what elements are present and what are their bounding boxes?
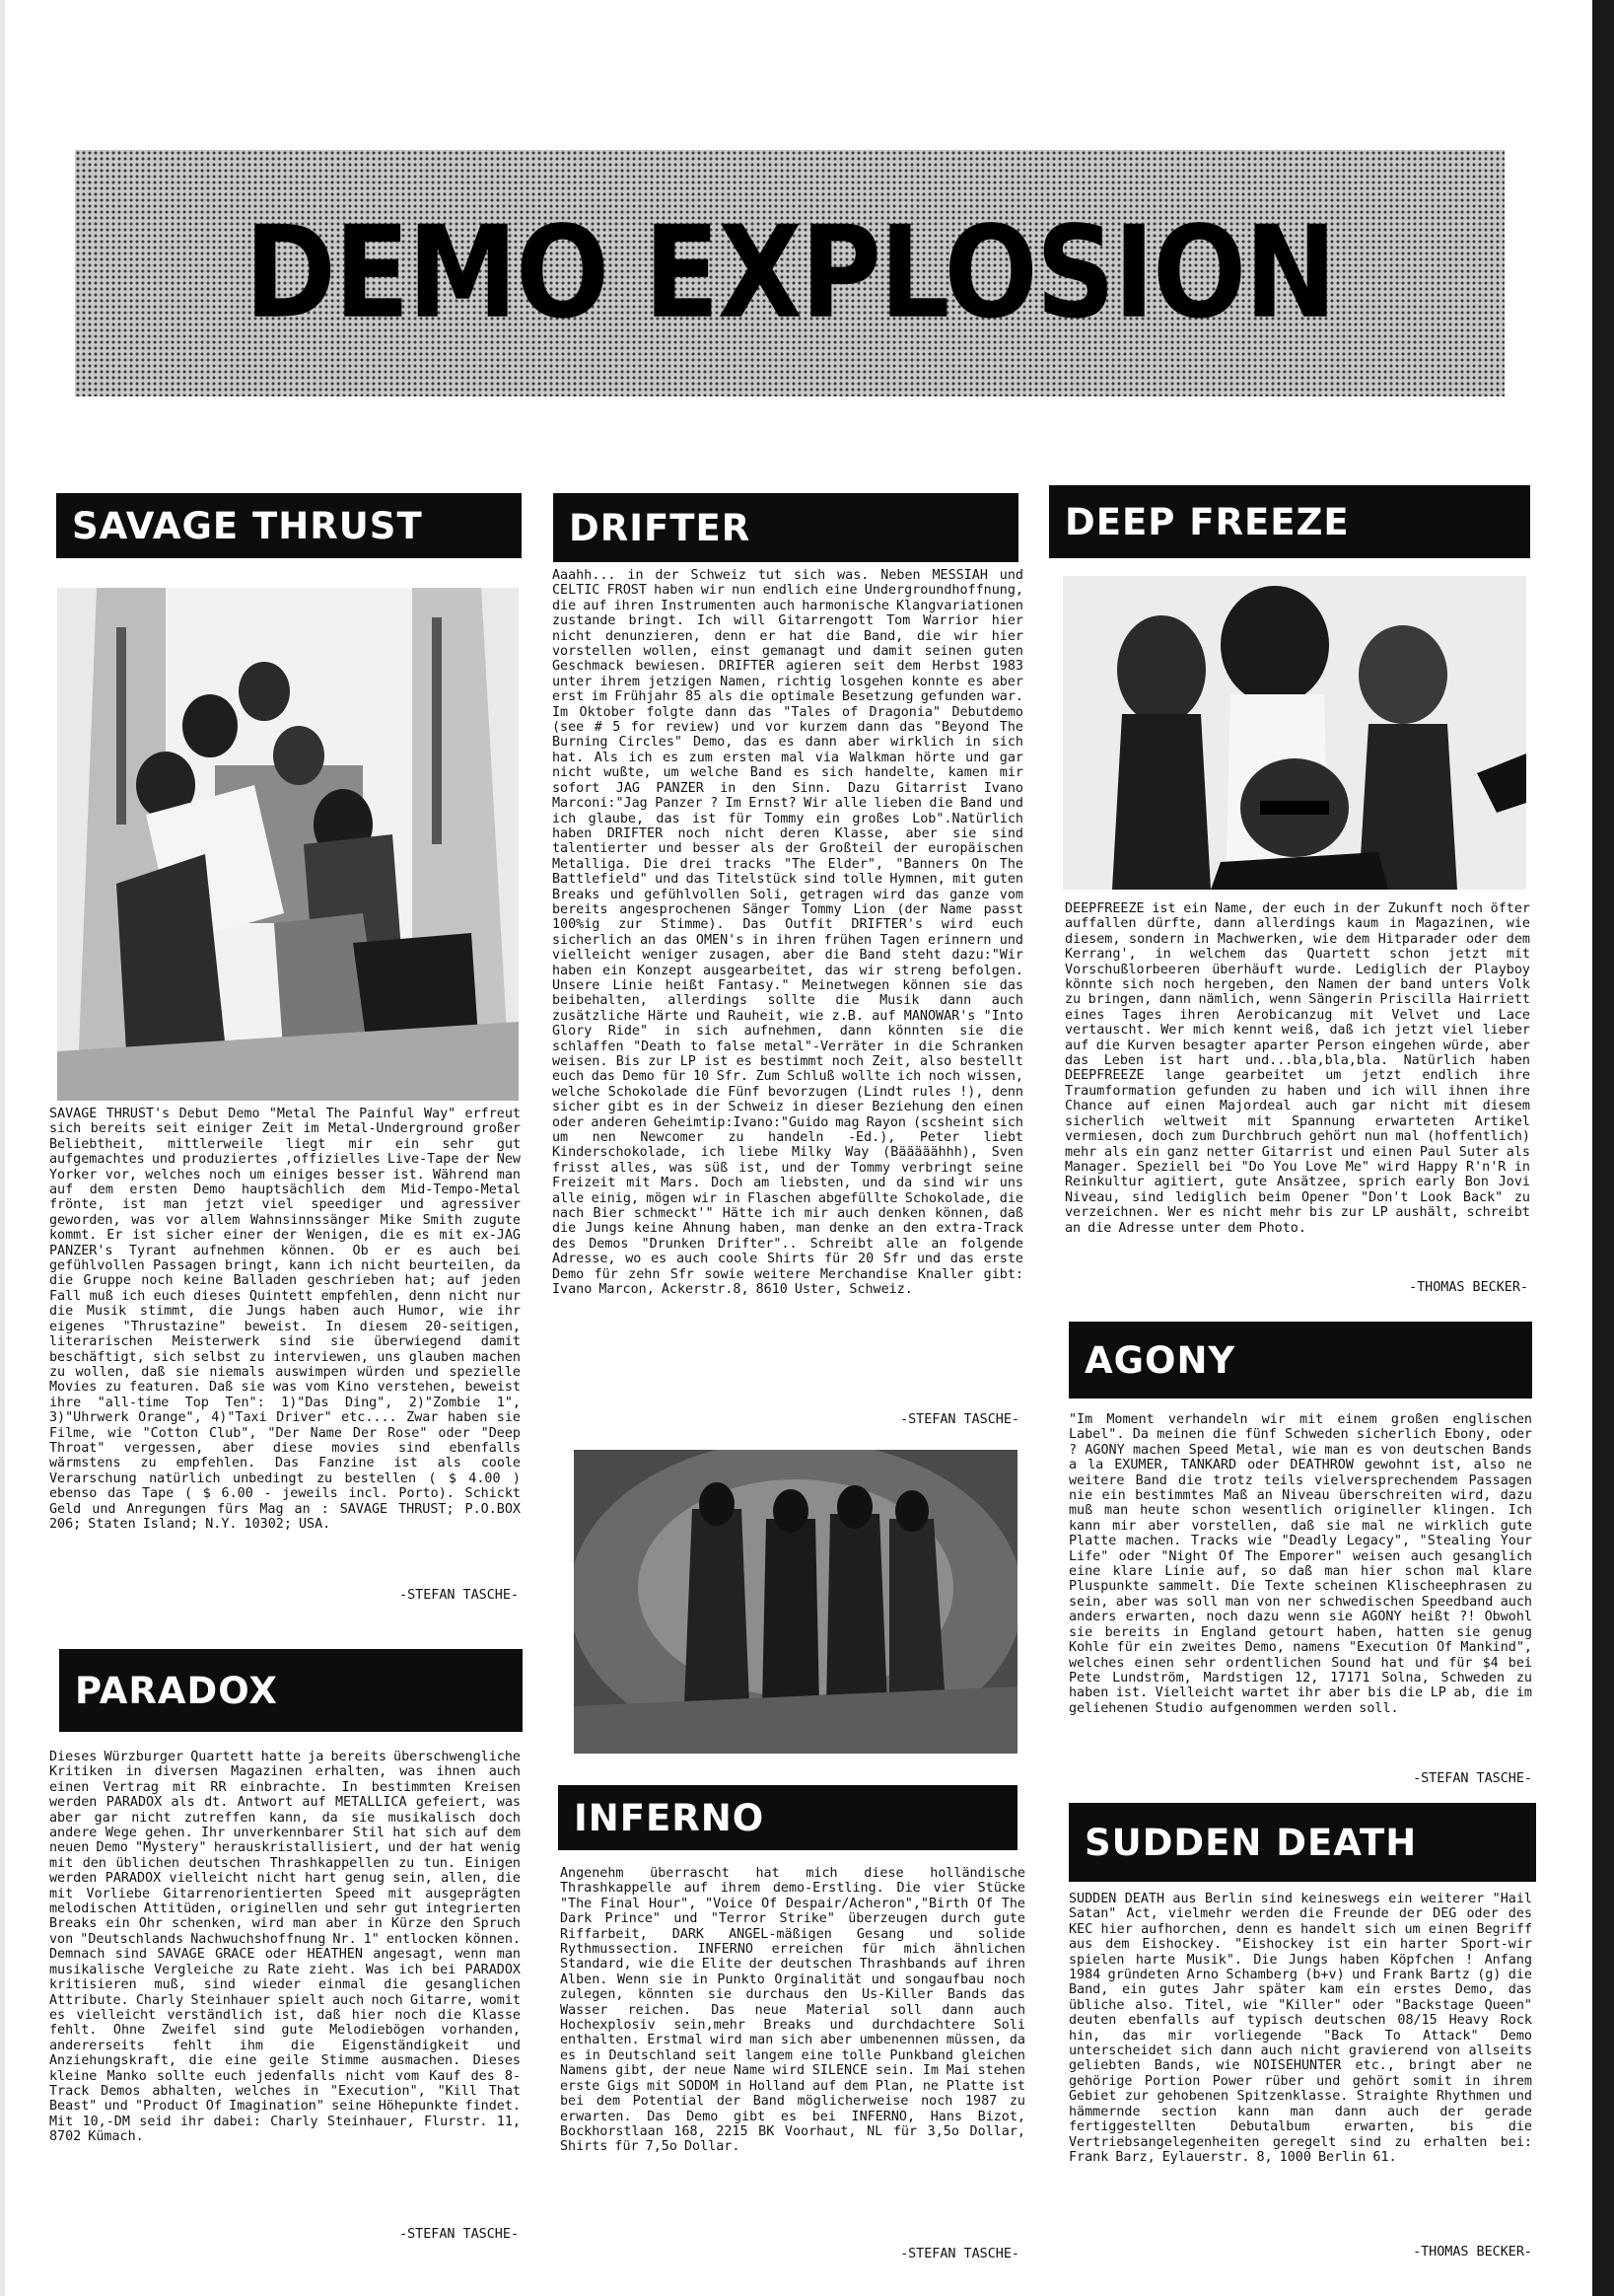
deep-freeze-signature: -THOMAS BECKER- bbox=[1409, 1280, 1528, 1295]
drifter-body: Aaahh... in der Schweiz tut sich was. Neben MESSIAH und CELTIC FROST haben wir nun endlich eine Undergroundhoffnung, die auf ihren Instrumenten auch harmonische Klangvariationen zustande bringt. Ich will Gitarrengott Tom Warrior hier nicht denunzieren, denn er hat die Band, die wir hier vorstellen wollen, einst gemanagt und damit seinen guten Geschmack bewiesen. DRIFTER agieren seit dem Herbst 1983 unter ihrem jetzigen Namen, richtig losgehen konnte es aber erst im Frühjahr 85 als die optimale Besetzung gefunden war. Im Oktober folgte dann das "Tales of Dragonia" Debutdemo (see # 5 for review) und vor kurzem dann das "Beyond The Burning Circles" Demo, das es dann aber wirklich in sich hat. Als ich es zum ersten mal via Walkman hörte und gar nicht wußte, um welche Band es sich handelte, kamen mir sofort JAG PANZER in den Sinn. Dazu Gitarrist Ivano Marconi:"Jag Panzer ? Im Ernst? Wir alle lieben die Band und ich glaube, das ist für Tommy ein großes Lob".Natürlich haben DRIFTER noch nicht deren Klasse, aber sie sind talentierter und besser als der Großteil der europäischen Metalliga. Die drei tracks "The Elder", "Banners On The Battlefield" und das Titelstück sind tolle Hymnen, mit guten Breaks und gefühlvollen Soli, getragen wird das ganze vom bereits angesprochenen Sänger Tommy Lion (der Name passt 100%ig zur Stimme). Das Outfit DRIFTER's wird euch sicherlich an das OMEN's in ihren frühen Tagen erinnern und vielleicht weniger zusagen, aber die Band steht dazu:"Wir haben ein Konzept ausgearbeitet, das wir streng befolgen. Unsere Linie heißt Fantasy." Meinetwegen können sie das beibehalten, allerdings sollte die Musik dann auch zusätzliche Härte und Rauheit, wie z.B. auf MANOWAR's "Into Glory Ride" in sich aufnehmen, dann könnten sie die schlaffen "Death to false metal"-Verräter in die Schranken weisen. Bis zur LP ist es bestimmt noch Zeit, also bestellt euch das Demo für 10 Sfr. Zum Schluß wollte ich noch wissen, welche Schokolade die Fünf bevorzugen (Lindt rules !), denn sicher gibt es in der Schweiz in dieser Beziehung den einen oder anderen Geheimtip:Ivano:"Guido mag Rayon (scsheint sich um nen Newcomer zu handeln -Ed.), Peter liebt Kinderschokolade, ich liebe Milky Way (Bääääähhh), Sven frisst alles, was süß ist, und der Tommy verbringt seine Freizeit mit Mars. Doch am liebsten, und da sind wir uns alle einig, mögen wir in Flaschen abgefüllte Schokolade, die nach Bier schmeckt'" Hätte ich mir auch denken können, daß die Jungs keine Ahnung haben, man denke an den extra-Track des Demos "Drunken Drifter".. Schreibt alle an folgende Adresse, wo es auch coole Shirts für 20 Sfr und das erste Demo für zehn Sfr sowie weitere Merchandise Knaller gibt: Ivano Marcon, Ackerstr.8, 8610 Uster, Schweiz. bbox=[552, 568, 1023, 1298]
savage-thrust-signature: -STEFAN TASCHE- bbox=[399, 1588, 519, 1603]
savage-thrust-photo bbox=[57, 588, 519, 1101]
drifter-heading: DRIFTER bbox=[553, 493, 1018, 562]
sudden-death-signature: -THOMAS BECKER- bbox=[1413, 2245, 1532, 2260]
agony-heading: AGONY bbox=[1069, 1322, 1532, 1399]
paradox-signature: -STEFAN TASCHE- bbox=[399, 2227, 519, 2242]
inferno-signature: -STEFAN TASCHE- bbox=[900, 2247, 1019, 2261]
agony-body: "Im Moment verhandeln wir mit einem großen englischen Label". Da meinen die fünf Schweden sicherlich Ebony, oder ? AGONY machen Speed Metal, wie man es von deutschen Bands a la EXUMER, TANKARD oder DEATHROW gewohnt ist, also ne weitere Band die trotz teils vielversprechendem Passagen nie ein bestimmtes Maß an Niveau überschreiten wird, dazu muß man heute schon wesentlich origineller klingen. Ich kann mir aber vorstellen, daß sie mal ne wirklich gute Platte machen. Tracks wie "Deadly Legacy", "Stealing Your Life" oder "Night Of The Emporer" weisen auch gesanglich eine klare Linie auf, so daß man hier schon mal klare Pluspunkte sammelt. Die Texte scheinen Klischeephrasen zu sein, aber was soll man von ner schwedischen Speedband auch anders erwarten, noch dazu wenn sie AGONY heißt ?! Obwohl sie bereits in England getourt haben, hatten sie genug Kohle für ein zweites Demo, namens "Execution Of Mankind", welches einen sehr ordentlichen Sound hat und für $4 bei Pete Lundström, Mardstigen 12, 17171 Solna, Schweden zu haben ist. Vielleicht wartet ihr aber bis die LP ab, die im geliehenen Studio aufgenommen werden soll. bbox=[1069, 1412, 1532, 1716]
scan-edge-left bbox=[0, 0, 5, 2296]
deep-freeze-heading: DEEP FREEZE bbox=[1049, 485, 1530, 558]
title-banner bbox=[75, 150, 1505, 396]
savage-thrust-heading: SAVAGE THRUST bbox=[56, 493, 522, 558]
drifter-photo bbox=[574, 1450, 1018, 1754]
page-title: DEMO EXPLOSION bbox=[245, 199, 1335, 347]
inferno-heading: INFERNO bbox=[558, 1785, 1018, 1850]
agony-signature: -STEFAN TASCHE- bbox=[1413, 1771, 1532, 1786]
scan-edge-right bbox=[1592, 0, 1614, 2296]
savage-thrust-body: SAVAGE THRUST's Debut Demo "Metal The Painful Way" erfreut sich bereits seit einiger Zeit im Metal-Underground großer Beliebtheit, mittlerweile liegt mir ein sehr gut aufgemachtes und produziertes ,offizielles Live-Tape der New Yorker vor, welches noch um einiges besser ist. Während man auf dem ersten Demo hauptsächlich dem Mid-Tempo-Metal frönte, ist man jetzt viel speediger und agressiver geworden, was vor allem Wahnsinnssänger Mike Smith zugute kommt. Er ist sicher einer der Wenigen, die es mit ex-JAG PANZER's Tyrant aufnehmen können. Ob er es auch bei gefühlvollen Passagen bringt, kann ich nicht beurteilen, da die Gruppe noch keine Balladen geschrieben hat; auf jeden Fall muß ich euch dieses Quintett empfehlen, denn nicht nur die Musik stimmt, die Jungs haben auch Humor, wie ihr eigenes "Thrustazine" beweist. In diesem 20-seitigen, literarischen Meisterwerk sind sie überwiegend damit beschäftigt, sich selbst zu interviewen, uns glauben machen zu wollen, daß sie niemals auswimpen würden und spezielle Movies zu featuren. Daß sie was vom Kino verstehen, beweist ihre "all-time Top Ten": 1)"Das Ding", 2)"Zombie 1", 3)"Uhrwerk Orange", 4)"Taxi Driver" etc.... Zwar haben sie Filme, wie "Cotton Club", "Der Name Der Rose" oder "Deep Throat" vergessen, aber diese movies sind ebenfalls wärmstens zu empfehlen. Das Fanzine ist als coole Verarschung natürlich unbedingt zu bestellen ( $ 4.00 ) ebenso das Tape ( $ 6.00 - jeweils incl. Porto). Schickt Geld und Anregungen fürs Mag an : SAVAGE THRUST; P.O.BOX 206; Staten Island; N.Y. 10302; USA. bbox=[49, 1107, 521, 1532]
deep-freeze-body: DEEPFREEZE ist ein Name, der euch in der Zukunft noch öfter auffallen dürfte, dann allerdings kaum in Magazinen, wie diesem, sondern in Machwerken, wie dem Hitparader oder dem Kerrang', in welchem das Quartett schon jetzt mit Vorschußlorbeeren überhäuft wurde. Lediglich der Playboy könnte sich noch hergeben, den Namen der band unters Volk zu bringen, dann nämlich, wenn Sängerin Priscilla Hairriett eines Tages ihren Aerobicanzug mit Velvet und Lace vertauscht. Wer mich kennt weiß, daß ich jetzt viel lieber auf die Kurven besagter aparter Person eingehen würde, aber das Leben ist hart und...bla,bla,bla. Natürlich haben DEEPFREEZE lange gearbeitet um jetzt endlich ihre Traumformation gefunden zu haben und ich will ihnen ihre Chance auf einen Majordeal auch gar nicht mit diesem sicherlich weltweit mit Spannung erwarteten Artikel vermiesen, doch zum Durchbruch gehört nun mal (hoffentlich) mehr als ein ganz netter Gitarrist und einen Paul Suter als Manager. Speziell bei "Do You Love Me" wird Happy R'n'R in Reinkultur agitiert, gute Ansätzee, sprich early Bon Jovi Niveau, sind lediglich beim Opener "Don't Look Back" zu verzeichnen. Wer es nicht mehr bis zur LP aushält, schreibt an die Adresse unter dem Photo. bbox=[1065, 901, 1530, 1236]
sudden-death-body: SUDDEN DEATH aus Berlin sind keineswegs ein weiterer "Hail Satan" Act, vielmehr werden die Freunde der DEG oder des KEC hier aufhorchen, denn es handelt sich um einen Begriff aus dem Eishockey. "Eishockey ist ein harter Sport-wir spielen harte Musik". Die Jungs haben Köpfchen ! Anfang 1984 gründeten Arno Schamberg (b+v) und Frank Bartz (g) die Band, ein gutes Jahr später kam ein erstes Demo, das übliche also. Titel, wie "Killer" oder "Backstage Queen" deuten ebenfalls auf typisch deutschen 08/15 Heavy Rock hin, das mir vorliegende "Back To Attack" Demo unterscheidet sich dann auch nicht gravierend von allseits geliebten Bands, wie NOISEHUNTER etc., bringt aber ne gehörige Portion Power rüber und gehört somit in ihrem Gebiet zur gehobenen Spitzenklasse. Straighte Rhythmen und hämmernde section kann man dann auch der gerade fertiggestellten Debutalbum erwarten, bis die Vertriebsangelegenheiten geregelt sind zu erhalten bei: Frank Barz, Eylauerstr. 8, 1000 Berlin 61. bbox=[1069, 1892, 1532, 2165]
drifter-signature: -STEFAN TASCHE- bbox=[900, 1412, 1019, 1427]
inferno-body: Angenehm überrascht hat mich diese holländische Thrashkappelle auf ihrem demo-Erstling. Die vier Stücke "The Final Hour", "Voice Of Despair/Acheron","Birth Of The Dark Prince" und "Terror Strike" überzeugen durch gute Riffarbeit, DARK ANGEL-mäßigen Gesang und solide Rythmussection. INFERNO erreichen für mich ähnlichen Standard, wie die Elite der deutschen Thrashbands auf ihren Alben. Wenn sie in Punkto Orginalität und songaufbau noch zulegen, könnten sie durchaus den Us-Killer Bands das Wasser reichen. Das neue Material soll dann auch Hochexplosiv sein,mehr Breaks und durchdachtere Soli enthalten. Erstmal wird man sich aber umbenennen müssen, da es in Deutschland seit langem eine tolle Punkband gleichen Namens gibt, der neue Name wird SILENCE sein. Im Mai stehen erste Gigs mit SODOM in Holland auf dem Plan, ne Platte ist bei dem Potential der Band möglicherweise noch 1987 zu erwarten. Das Demo gibt es bei INFERNO, Hans Bizot, Bockhorstlaan 168, 2215 BK Voorhaut, NL für 3,5o Dollar, Shirts für 7,5o Dollar. bbox=[560, 1866, 1025, 2155]
sudden-death-heading: SUDDEN DEATH bbox=[1069, 1803, 1536, 1882]
paradox-body: Dieses Würzburger Quartett hatte ja bereits überschwengliche Kritiken in diversen Magazinen erhalten, was ihnen auch einen Vertrag mit RR einbrachte. In bestimmten Kreisen werden PARADOX als dt. Antwort auf METALLICA gefeiert, was aber gar nicht zutreffen kann, da sie musikalisch doch andere Wege gehen. Ihr unverkennbarer Stil hat sich auf dem neuen Demo "Mystery" herauskristallisiert, und der hat wenig mit den üblichen deutschen Thrashkappellen zu tun. Einigen werden PARADOX vielleicht nicht hart genug sein, allen, die mit Vorliebe Gitarrenorientierten Speed mit ausgeprägten melodischen Attitüden, originellen und sehr gut integrierten Breaks ein Ohr schenken, wird man aber in Kürze den Spruch von "Deutschlands Nachwuchshoffnung Nr. 1" entlocken können. Demnach sind SAVAGE GRACE oder HEATHEN angesagt, wenn man musikalische Vergleiche zu Rate zieht. Was ich bei PARADOX kritisieren muß, sind wieder einmal die gesanglichen Attribute. Charly Steinhauer spielt auch noch Gitarre, womit es vielleicht verständlich ist, daß hier noch die Klasse fehlt. Ohne Zweifel sind gute Melodiebögen vorhanden, andererseits fehlt ihm die Eigenständigkeit und Anziehungskraft, die eine geile Stimme ausmachen. Dieses kleine Manko sollte euch jedenfalls nicht vom Kauf des 8-Track Demos abhalten, welches in "Execution", "Kill That Beast" und "Product Of Imagination" seine Höhepunkte findet. Mit 10,-DM seid ihr dabei: Charly Steinhauer, Flurstr. 11, 8702 Kümach. bbox=[49, 1750, 521, 2145]
deep-freeze-photo bbox=[1063, 576, 1526, 890]
paradox-heading: PARADOX bbox=[59, 1649, 523, 1732]
